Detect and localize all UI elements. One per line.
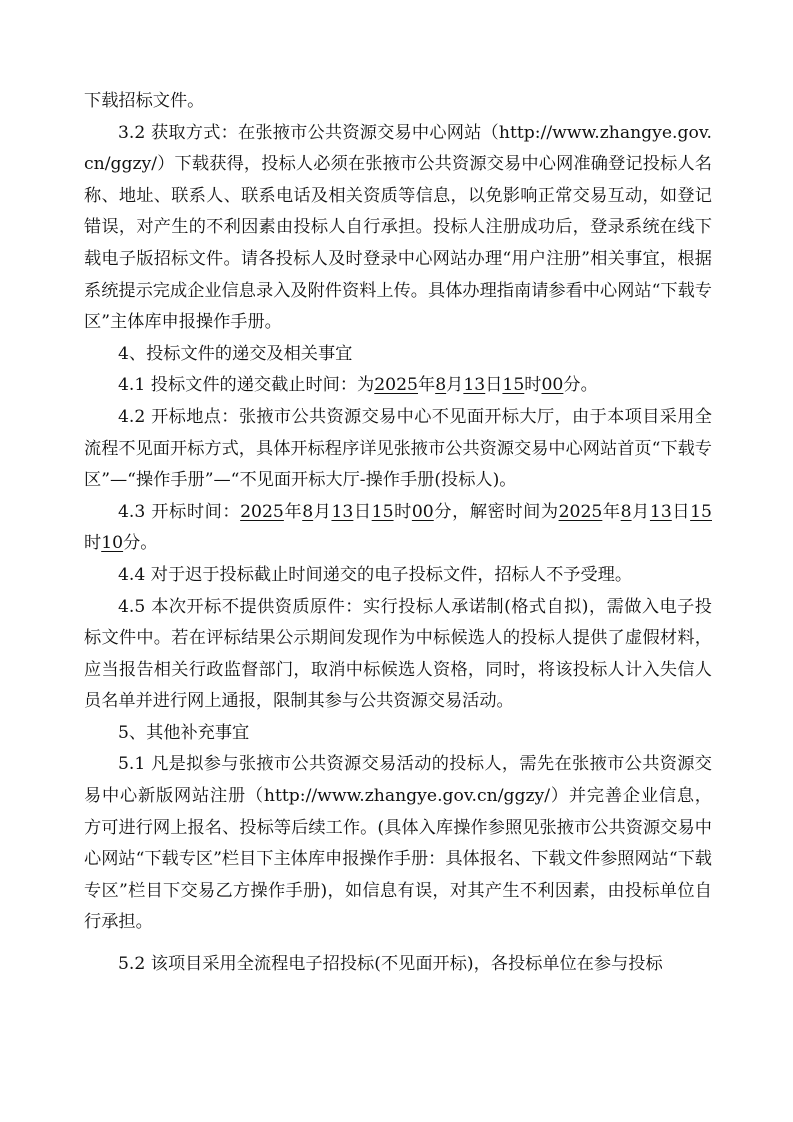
decrypt-month: 8	[620, 501, 632, 522]
month-unit: 月	[313, 501, 332, 522]
hour-unit: 时	[84, 533, 102, 554]
paragraph-4-3-opening-time	[84, 497, 712, 560]
minute-unit: 分。	[123, 533, 158, 554]
year-unit: 年	[418, 375, 436, 396]
deadline-hour: 15	[502, 375, 525, 396]
day-unit: 日	[485, 375, 503, 396]
opening-hour: 15	[371, 501, 394, 522]
minute-unit: 分，解密时间为	[433, 501, 559, 522]
decrypt-minute: 10	[101, 533, 124, 554]
year-unit: 年	[283, 501, 303, 522]
deadline-day: 13	[463, 375, 486, 396]
opening-year: 2025	[240, 501, 284, 522]
opening-minute: 00	[411, 501, 434, 522]
paragraph-5-2-electronic-bidding: 5.2 该项目采用全流程电子招投标(不见面开标)，各投标单位在参与投标	[118, 954, 663, 975]
decrypt-year: 2025	[558, 501, 603, 522]
decrypt-day: 13	[649, 501, 672, 522]
paragraph-4-1-deadline	[84, 370, 712, 402]
paragraph-4-4-late-submission: 4.4 对于迟于投标截止时间递交的电子投标文件，招标人不予受理。	[118, 564, 633, 585]
opening-prefix: 4.3 开标时间：	[118, 501, 241, 522]
deadline-month: 8	[435, 375, 447, 396]
paragraph-5-1-registration: 5.1 凡是拟参与张掖市公共资源交易活动的投标人，需先在张掖市公共资源交易中心新版网站注册（http://www.zhangye.gov.cn/ggzy/）并完善企业信息，方可进行网上报名、投标等后续工作。(具体入库操作参照见张掖市公共资源交易中心网站“下载专区”栏目下主体库申报操作手册：具体报名、下载文件参照网站“下载专区”栏目下交易乙方操作手册)，如信息有误，对其产生不利因素，由投标单位自行承担。	[84, 754, 712, 933]
day-unit: 日	[671, 501, 691, 522]
deadline-year: 2025	[374, 375, 418, 396]
month-unit: 月	[446, 375, 464, 396]
opening-day: 13	[331, 501, 354, 522]
year-unit: 年	[602, 501, 621, 522]
month-unit: 月	[631, 501, 650, 522]
paragraph-4-2-location: 4.2 开标地点：张掖市公共资源交易中心不见面开标大厅，由于本项目采用全流程不见面开标方式，具体开标程序详见张掖市公共资源交易中心网站首页“下载专区”—“操作手册”—“不见面开标大厅-操作手册(投标人)。	[84, 406, 712, 491]
document-page	[84, 86, 712, 981]
deadline-minute: 00	[541, 375, 564, 396]
hour-unit: 时	[393, 501, 412, 522]
paragraph-3-2-acquisition: 3.2 获取方式：在张掖市公共资源交易中心网站（http://www.zhangye.gov.cn/ggzy/）下载获得，投标人必须在张掖市公共资源交易中心网准确登记投标人名称、地址、联系人、联系电话及相关资质等信息，以免影响正常交易互动，如登记错误，对产生的不利因素由投标人自行承担。投标人注册成功后，登录系统在线下载电子版招标文件。请各投标人及时登录中心网站办理“用户注册”相关事宜，根据系统提示完成企业信息录入及附件资料上传。具体办理指南请参看中心网站“下载专区”主体库申报操作手册。	[84, 122, 712, 333]
section-heading-5: 5、其他补充事宜	[118, 722, 250, 743]
section-heading-4: 4、投标文件的递交及相关事宜	[118, 343, 353, 364]
decrypt-hour: 15	[690, 501, 712, 522]
hour-unit: 时	[524, 375, 542, 396]
opening-month: 8	[302, 501, 314, 522]
paragraph-4-5-commitment: 4.5 本次开标不提供资质原件：实行投标人承诺制(格式自拟)，需做入电子投标文件中。若在评标结果公示期间发现作为中标候选人的投标人提供了虚假材料，应当报告相关行政监督部门，取消中标候选人资格，同时，将该投标人计入失信人员名单并进行网上通报，限制其参与公共资源交易活动。	[84, 596, 712, 712]
minute-unit: 分。	[563, 375, 598, 396]
day-unit: 日	[353, 501, 372, 522]
deadline-prefix: 4.1 投标文件的递交截止时间：为	[118, 375, 375, 396]
paragraph-continuation: 下载招标文件。	[84, 91, 205, 111]
